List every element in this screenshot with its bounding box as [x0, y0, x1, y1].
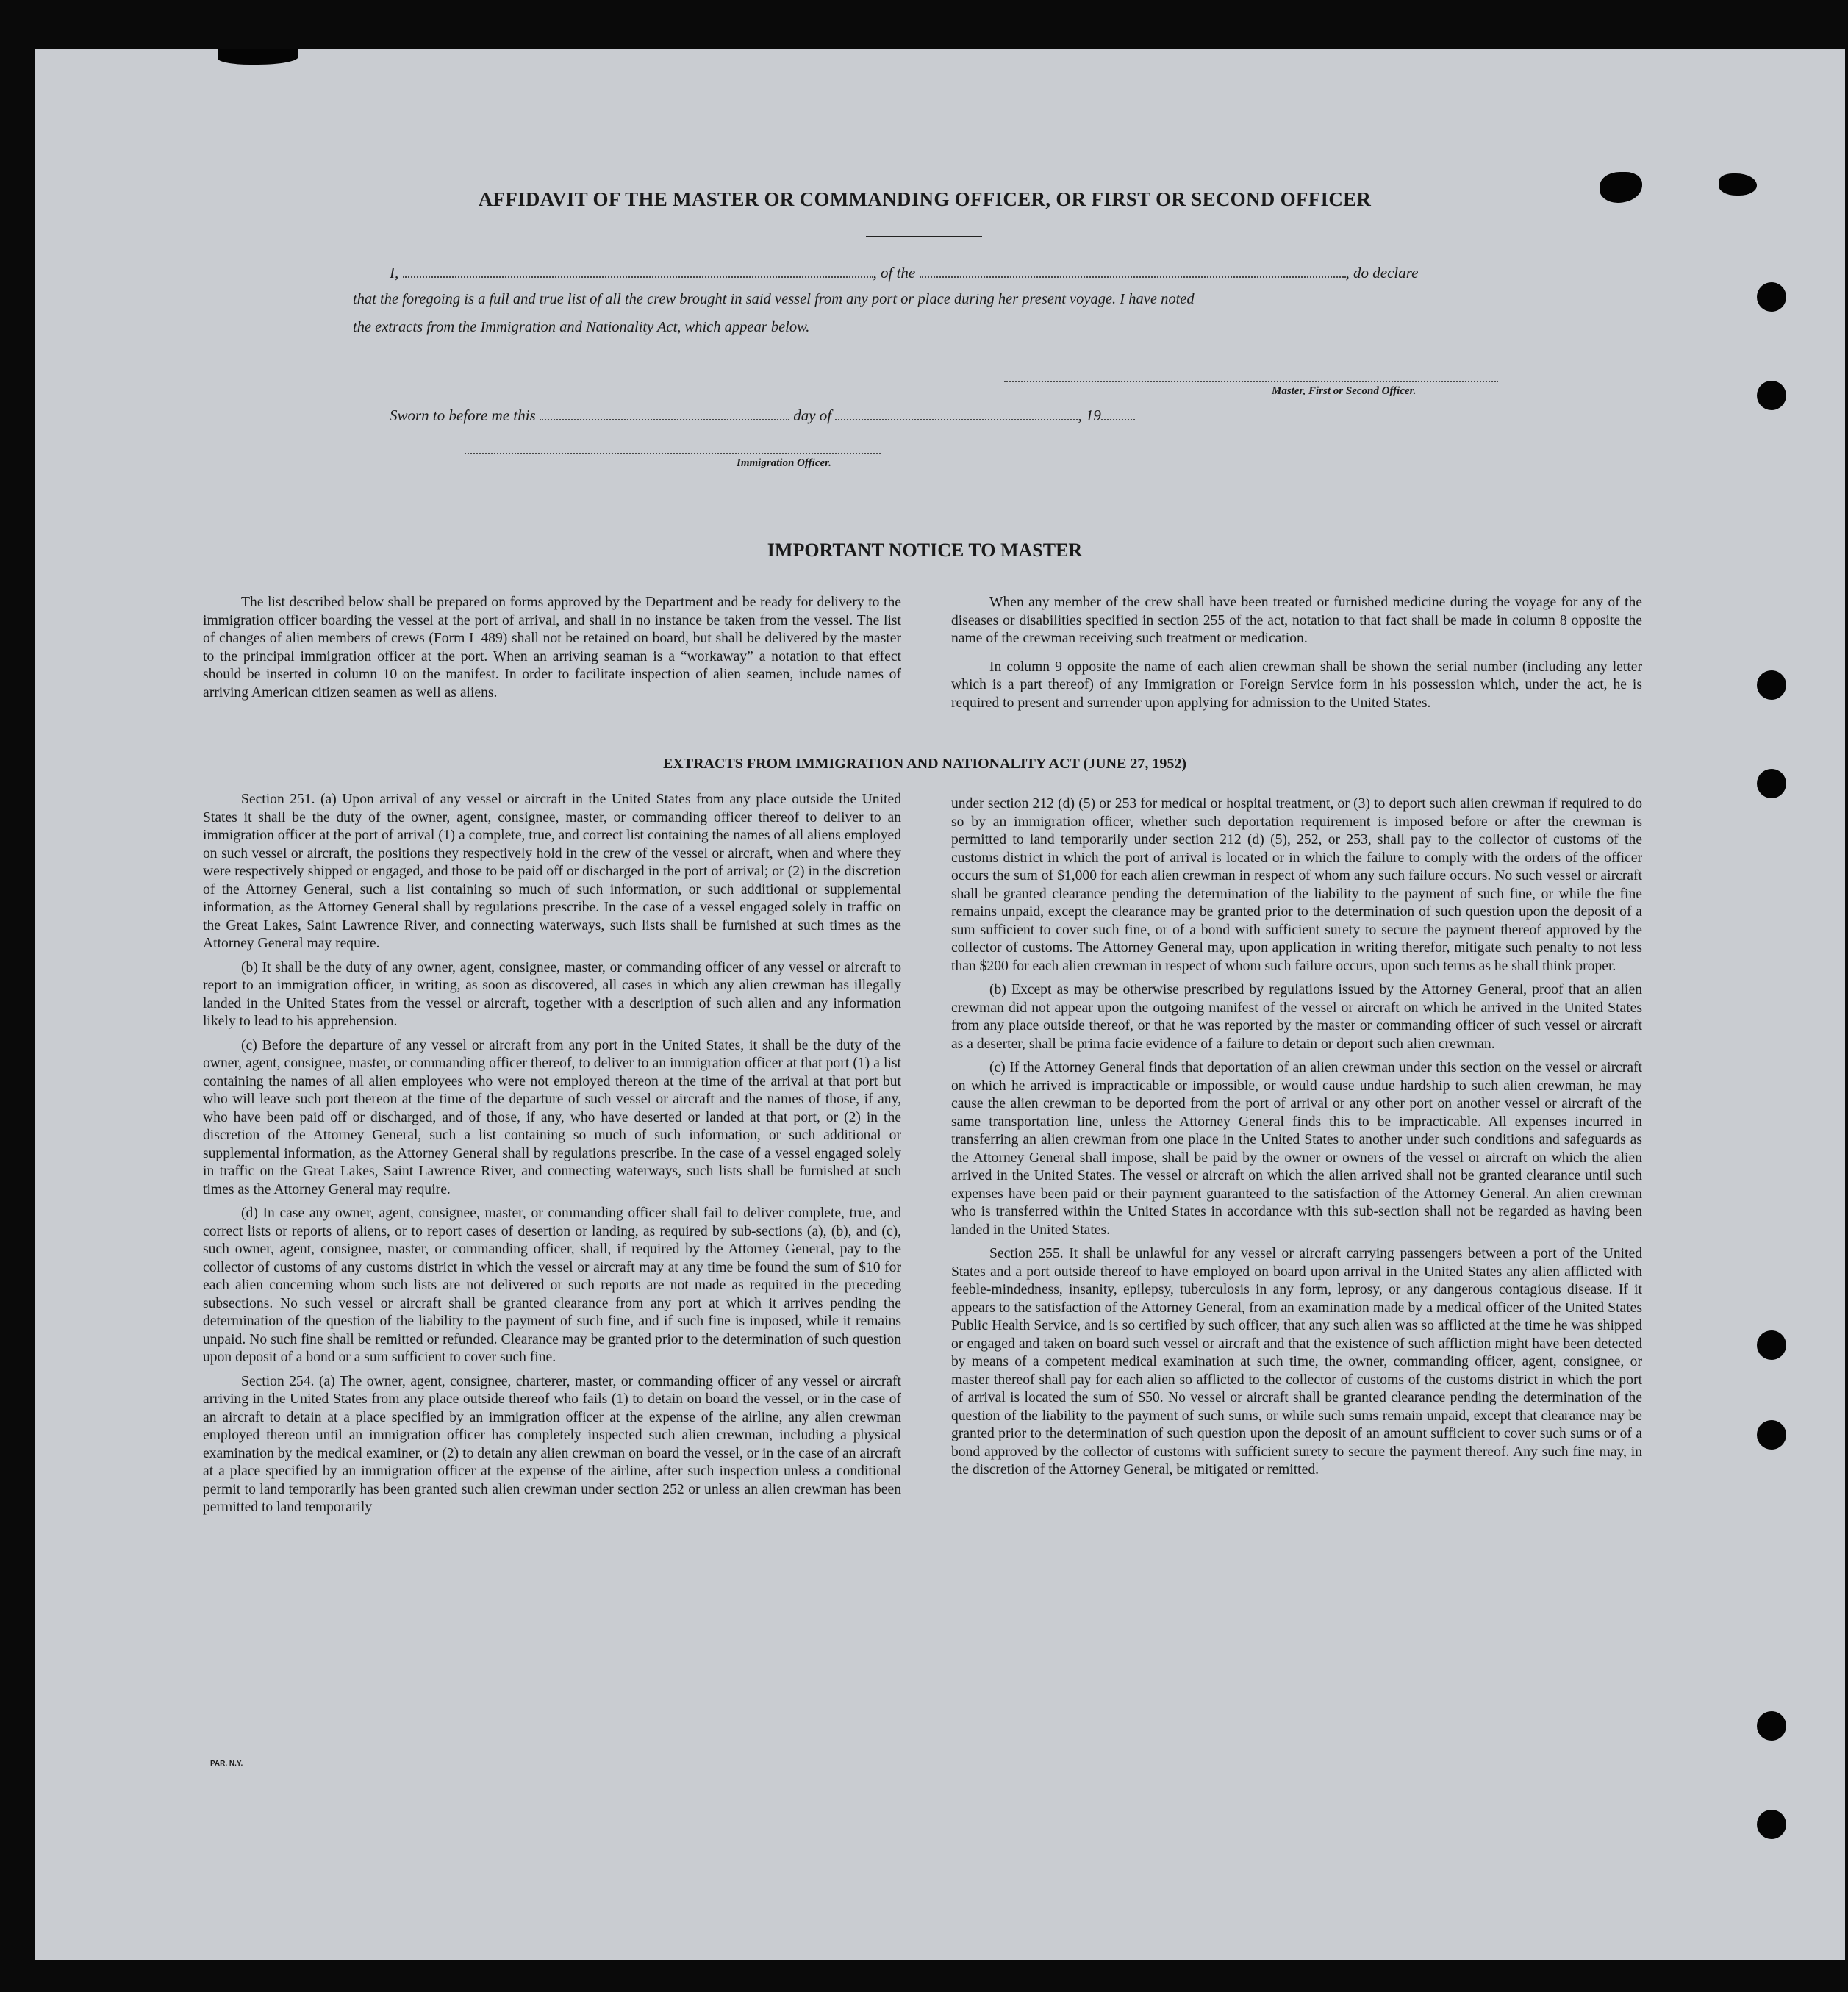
sworn-year-field[interactable]: [1101, 406, 1135, 420]
immigration-officer-signature-line[interactable]: [465, 453, 881, 454]
name-field[interactable]: [403, 263, 873, 278]
day-of-label: day of: [793, 406, 832, 424]
punch-hole-7: [1757, 1711, 1786, 1741]
punch-hole-1: [1757, 282, 1786, 312]
printer-mark: PAR. N.Y.: [210, 1760, 243, 1768]
extracts-right-column: [951, 795, 1642, 1486]
section-251c: (c) Before the departure of any vessel or aircraft from any port in the United States, it shall be the duty of the owner, agent, consignee, master, or commanding officer thereof, to deliver to an immigration officer at that port (1) a list containing the names of all alien employees who were not employed thereon at the time of the arrival at that port but who will leave such port thereon at the time of the departure of such vessel or aircraft and the names of those, if any, who have been paid off or discharged, and of those, if any, who have deserted or landed at that port, or (2) in the discretion of the Attorney General, such a list containing so much of such information, or such additional or supplemental information, as the Attorney General shall by regulations prescribe. In the case of a vessel engaged solely in traffic on the Great Lakes, Saint Lawrence River, and connecting waterways, such lists shall be furnished at such times as the Attorney General may require.: [203, 1037, 901, 1197]
notice-left-column: [203, 594, 901, 708]
punch-hole-8: [1757, 1810, 1786, 1839]
sworn-day-field[interactable]: [540, 406, 789, 420]
sworn-line: [390, 406, 1135, 425]
section-251b: (b) It shall be the duty of any owner, agent, consignee, master, or commanding officer of any vessel or aircraft to report to an immigration officer, in writing, as soon as discovered, all cases in which any alien crewman has illegally landed in the United States from the vessel or aircraft, together with a description of such alien and any information likely to lead to his apprehension.: [203, 959, 901, 1029]
year-label: , 19: [1078, 406, 1101, 424]
notice-right-paragraph-1: When any member of the crew shall have been treated or furnished medicine during the voyage for any of the diseases or disabilities specified in section 255 of the act, notation to that fact shall be made in column 8 opposite the name of the crewman receiving such treatment or medication.: [951, 595, 1642, 646]
section-254b: (b) Except as may be otherwise prescribed by regulations issued by the Attorney General, proof that an alien crewman did not appear upon the outgoing manifest of the vessel or aircraft on which he arrived in the United States from any place outside thereof, or that he was reported by the master or commanding officer of such vessel or aircraft as a deserter, shall be prima facie evidence of a failure to detain or deport such alien crewman.: [951, 982, 1642, 1052]
title-divider: [866, 236, 982, 237]
sworn-month-field[interactable]: [835, 406, 1078, 420]
punch-hole-6: [1757, 1420, 1786, 1450]
i-label: I,: [390, 264, 399, 282]
punch-hole-5: [1757, 1330, 1786, 1360]
immigration-officer-caption: Immigration Officer.: [737, 457, 831, 469]
affidavit-title: AFFIDAVIT OF THE MASTER OR COMMANDING OFFICER, OR FIRST OR SECOND OFFICER: [478, 188, 1372, 210]
section-254a: Section 254. (a) The owner, agent, consignee, charterer, master, or commanding officer of any vessel or aircraft arriving in the United States from any place outside thereof who fails (1) to detain on board the vessel, or in the case of an aircraft to detain at a place specified by an immigration officer at the expense of the airline, any alien crewman employed thereon until an immigration officer has completely inspected such alien crewman, including a physical examination by the medical examiner, or (2) to detain any alien crewman on board the vessel, or in the case of an aircraft at a place specified by an immigration officer at the expense of the airline, after such inspection unless a conditional permit to land temporarily has been granted such alien crewman under section 252 or unless an alien crewman has been permitted to land temporarily: [203, 1373, 901, 1515]
punch-hole-3: [1757, 670, 1786, 700]
notice-right-column: [951, 594, 1642, 718]
master-caption: Master, First or Second Officer.: [1272, 385, 1417, 397]
of-the-label: , of the: [873, 264, 916, 282]
punch-hole-4: [1757, 769, 1786, 798]
extracts-left-column: [203, 791, 901, 1523]
notice-left-paragraph: The list described below shall be prepared on forms approved by the Department and be ready for delivery to the immigration officer boarding the vessel at the port of arrival, and shall in no instance be taken from the vessel. The list of changes of alien members of crews (Form I–489) shall not be retained on board, but shall be delivered by the master to the principal immigration officer at the port. When an arriving seaman is a “workaway” a notation to that effect should be inserted in column 10 on the manifest. In order to facilitate inspection of alien seamen, include names of arriving American citizen seamen as well as aliens.: [203, 595, 901, 701]
declaration-line-3: the extracts from the Immigration and Nationality Act, which appear below.: [353, 319, 810, 335]
notice-title: IMPORTANT NOTICE TO MASTER: [767, 540, 1083, 561]
sworn-label: Sworn to before me this: [390, 406, 536, 424]
extracts-title: EXTRACTS FROM IMMIGRATION AND NATIONALITY ACT (JUNE 27, 1952): [662, 756, 1187, 772]
master-signature-line[interactable]: [1004, 381, 1498, 382]
declaration-line-2: that the foregoing is a full and true list of all the crew brought in said vessel from any port or place during her present voyage. I have noted: [353, 291, 1195, 307]
punch-hole-2: [1757, 381, 1786, 410]
section-254c: (c) If the Attorney General finds that deportation of an alien crewman under this section on the vessel or aircraft on which he arrived is impracticable or impossible, or would cause undue hardship to such alien crewman, he may cause the alien crewman to be deported from the port of arrival or any other port on another vessel or aircraft of the same transportation line, unless the Attorney General finds this to be impracticable. All expenses incurred in transferring an alien crewman from one place in the United States to another under such conditions and safeguards as the Attorney General shall impose, shall be paid by the owner or owners of the vessel or aircraft on which the alien arrived in the United States. The vessel or aircraft on which the alien arrived shall not be granted clearance until such expenses have been paid or their payment guaranteed to the satisfaction of the Attorney General. An alien crewman who is transferred within the United States in accordance with this sub-section shall not be regarded as having been landed in the United States.: [951, 1060, 1642, 1238]
section-251a: Section 251. (a) Upon arrival of any vessel or aircraft in the United States from any place outside the United States it shall be the duty of the owner, agent, consignee, master, or commanding officer thereof to deliver to an immigration officer at the port of arrival (1) a complete, true, and correct list containing the names of all aliens employed on such vessel or aircraft, the positions they respectively hold in the crew of the vessel or aircraft, when and where they were respectively shipped or engaged, and those to be paid off or discharged in the port of arrival; or (2) in the discretion of the Attorney General, such a list containing so much of such information, or such additional or supplemental information, as the Attorney General shall by regulations prescribe. In the case of a vessel engaged solely in traffic on the Great Lakes, Saint Lawrence River, and connecting waterways, such lists shall be furnished at such times as the Attorney General may require.: [203, 792, 901, 951]
section-251d: (d) In case any owner, agent, consignee, master, or commanding officer shall fail to deliver complete, true, and correct lists or reports of aliens, or to report cases of desertion or landing, as required by sub-sections (a), (b), and (c), such owner, agent, consignee, master, or commanding officer, shall, if required by the Attorney General, pay to the collector of customs of any customs district in which the vessel or aircraft may at any time be found the sum of $10 for each alien concerning whom such lists are not delivered or such reports are not made as required in the preceding subsections. No such vessel or aircraft shall be granted clearance from any port at which it arrives pending the determination of the question of the liability to the payment of such fine, and if such fine is imposed, while it remains unpaid. No such fine shall be remitted or refunded. Clearance may be granted prior to the determination of such question upon deposit of a bond or a sum sufficient to cover such fine.: [203, 1205, 901, 1365]
notice-right-paragraph-2: In column 9 opposite the name of each alien crewman shall be shown the serial number (including any letter which is a part thereof) of any Immigration or Foreign Service form in his possession which, under the act, he is required to present and surrender upon applying for admission to the United States.: [951, 659, 1642, 711]
document-page: [35, 49, 1845, 1960]
torn-mark-3: [218, 49, 298, 65]
section-255: Section 255. It shall be unlawful for any vessel or aircraft carrying passengers between a port of the United States and a port outside thereof to have employed on board upon arrival in the United States any alien afflicted with feeble-mindedness, insanity, epilepsy, tuberculosis in any form, leprosy, or any dangerous contagious disease. If it appears to the satisfaction of the Attorney General, from an examination made by a medical officer of the United States Public Health Service, and is so certified by such officer, that any such alien was so afflicted at the time he was shipped or engaged and taken on board such vessel or aircraft and that the existence of such affliction might have been detected by means of a competent medical examination at such time, the owner, commanding officer, agent, consignee, or master thereof shall pay for each alien so afflicted to the collector of customs of the customs district in which the port of arrival is located the sum of $50. No vessel or aircraft shall be granted clearance pending the determination of the question of the liability to the payment of such sums, or while such sums remain unpaid, except that clearance may be granted prior to the determination of such question upon the deposit of an amount sufficient to cover such sums or of a bond approved by the collector of customs with sufficient surety to secure the payment thereof. Any such fine may, in the discretion of the Attorney General, be mitigated or remitted.: [951, 1246, 1642, 1477]
declaration-line-1: [390, 263, 1418, 282]
vessel-field[interactable]: [920, 263, 1346, 278]
section-254a-continued: under section 212 (d) (5) or 253 for medical or hospital treatment, or (3) to deport such alien crewman if required to do so by an immigration officer, whether such deportation requirement is imposed before or after the crewman is permitted to land temporarily under section 212 (d) (5), 252, or 253, shall pay to the collector of customs of the customs district in which the port of arrival is located or in which the failure to comply with the orders of the officer occurs the sum of $1,000 for each alien crewman in respect of whom any such failure occurs. No such vessel or aircraft shall be granted clearance pending the determination of the liability to the payment of such fine, or while the fine remains unpaid, except the clearance may be granted prior to the determination of such question upon the deposit of a sum sufficient to cover such fine, or of a bond with sufficient surety to secure the payment thereof approved by the collector of customs. The Attorney General may, upon application in writing therefor, mitigate such penalty to not less than $200 for each alien crewman in respect of whom such failure occurs, upon such terms as he shall think proper.: [951, 796, 1642, 974]
do-declare-label: , do declare: [1345, 264, 1419, 282]
